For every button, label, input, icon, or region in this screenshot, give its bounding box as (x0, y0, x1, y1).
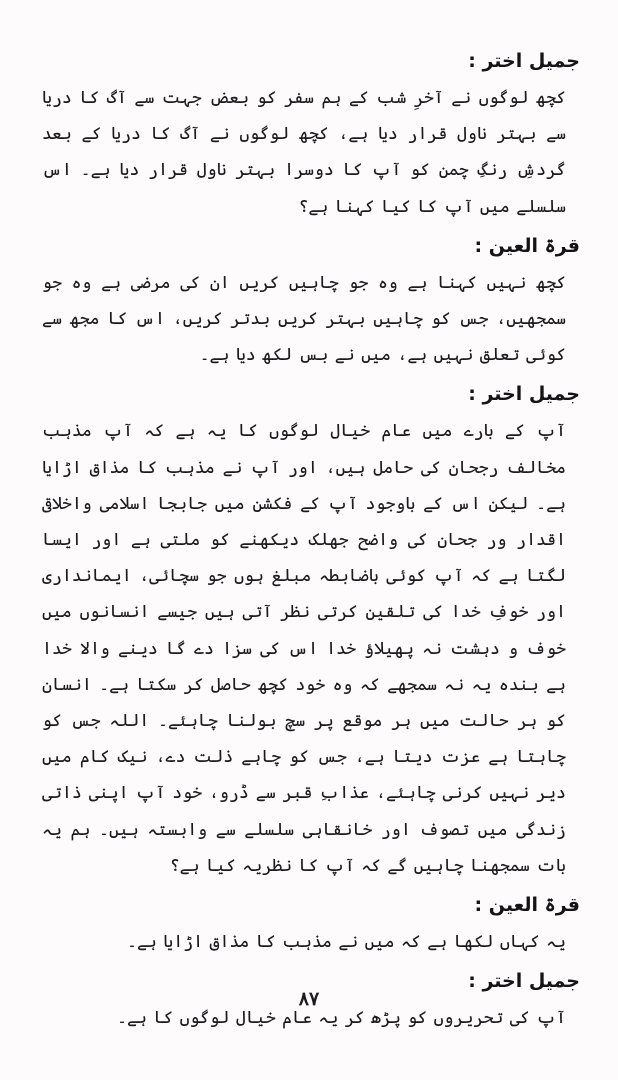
dialogue-block (38, 229, 580, 374)
speaker-label: جمیل اختر : (468, 383, 580, 406)
dialogue-text: آپ کی تحریروں کو پڑھ کر یہ عام خیال لوگوں کا ہے۔ (117, 1008, 566, 1029)
speaker-label: جمیل اختر : (468, 50, 580, 72)
dialogue-block (38, 888, 580, 960)
page-number: ۸۷ (298, 988, 320, 1010)
dialogue-block (38, 44, 580, 225)
dialogue-text: آپ کے بارے میں عام خیال لوگوں کا یہ ہے کہ آپ مذہب مخالف رجحان کی حامل ہیں، اور آپ نے مذہب کا مذاق اڑایا ہے۔ لیکن اس کے باوجود آپ کے فکشن میں جابجا اسلامی واخلاقی اقدار ور جحان کی واضح جھلک دیکھنے کو ملتی ہے اور ایسا لگتا ہے کہ آپ کوئی باضابطہ مبلغ ہوں جو سچائی، ایمانداری اور خوفِ خدا کی تلقین کرتی نظر آتی ہیں جیسے انسانوں میں خوف و دہشت نہ پھیلاؤ خدا اس کی سزا دے گا دینے والا خدا ہے بندہ یہ نہ سمجھے کہ وہ خود کچھ حاصل کر سکتا ہے۔ انسان کو ہر حالت میں ہر موقع پر سچ بولنا چاہئے۔ اللہ جس کو چاہتا ہے عزت دیتا ہے، جس کو چاہے ذلت دے، نیک کام میں دیر نہیں کرنی چاہئے، عذابِ قبر سے ڈرو، خود آپ اپنی ذاتی زندگی میں تصوف اور خانقاہی سلسلے سے وابستہ ہیں۔ ہم یہ بات سمجھنا چاہیں گے کہ آپ کا نظریہ کیا ہے؟ (42, 421, 566, 876)
speaker-label: جمیل اختر : (468, 970, 580, 993)
dialogue-text: کچھ نہیں کہنا ہے وہ جو چاہیں کریں ان کی مرضی ہے وہ جو سمجھیں، جس کو چاہیں بہتر کریں بدتر کریں، اس کا مجھ سے کوئی تعلق نہیں ہے، میں نے بس لکھ دیا ہے۔ (42, 272, 566, 366)
dialogue-block (38, 377, 580, 884)
speaker-label: قرۃ العین : (474, 894, 580, 917)
dialogue-text: یہ کہاں لکھا ہے کہ میں نے مذہب کا مذاق اڑایا ہے۔ (127, 932, 566, 953)
speaker-label: قرۃ العین : (474, 234, 580, 257)
dialogue-text: کچھ لوگوں نے آخرِ شب کے ہم سفر کو بعض جہت سے آگ کا دریا سے بہتر ناول قرار دیا ہے، کچھ لوگوں نے آگ کا دریا کے بعد گردشِ رنگِ چمن کو آپ کا دوسرا بہتر ناول قرار دیا ہے۔ اس سلسلے میں آپ کا کیا کہنا ہے؟ (42, 88, 566, 217)
